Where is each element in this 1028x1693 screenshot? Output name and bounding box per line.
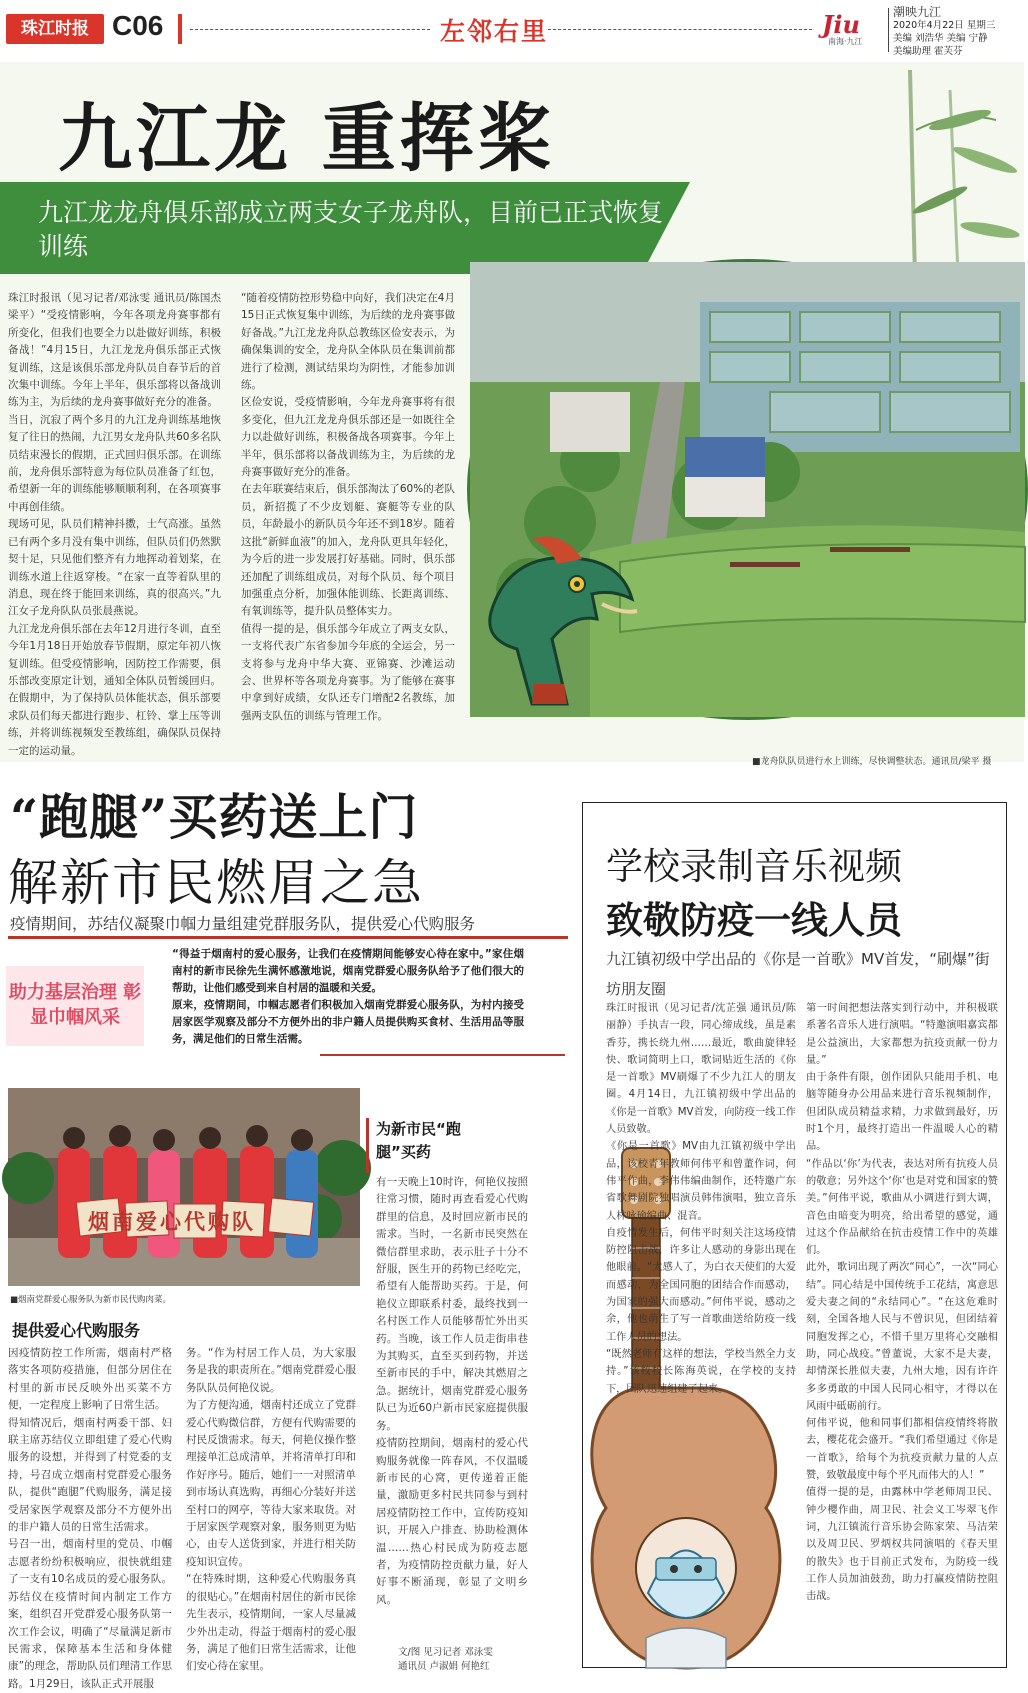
article2-column-c: 有一天晚上10时许，何艳仪按照往常习惯，随时再查看爱心代购群里的信息，及时回应新市民的需求。当时，一名新市民突然在微信群里求助，表示肚子十分不舒服，医生开的药物已经吃完，希望有人能帮助买药。于是，何艳仪立即联系村委，最终找到一名村医工作人员能够帮忙外出买药。当晚，该工作人员走街串巷为其购买，直至买到药物，并送至新市民的手中，解决其燃眉之急。据统计，烟南党群爱心服务队已为近60户新市民家庭提供服务。 疫情防控期间，烟南村的爱心代购服务就像一阵春风，不仅温暖新市民的心窝，更传递着正能量，激励更多村民共同参与到村居疫情防控工作中，宣传防疫知识，开展入户排查、协助检测体温……热心村民成为防疫志愿者，为疫情防控贡献力量，好人好事不断涌现，彰显了文明乡风。 (376, 1176, 528, 1606)
article2-column-a: 因疫情防控工作所需，烟南村严格落实各项防疫措施，但部分居住在村里的新市民反映外出买菜不方便，一定程度上影响了日常生活。 得知情况后，烟南村两委干部、妇联主席苏结仪立即组建了爱心代购服务的设想，并得到了村党委的支持，号召成立烟南村党群爱心服务队，提供“跑腿”代购服务，满足接受居家医学观察及部分不方便外出的非户籍人员的日常生活需求。 号召一出，烟南村里的党员、巾帼志愿者纷纷积极响应，很快就组建了一支有10名成员的爱心服务队。苏结仪在疫情时间内制定工作方案，组织召开党群爱心服务队第一次工作会议，明确了“尽量满足新市民需求，保障基本生活和身体健康”的理念，帮助队员们理清工作思路。1月29日，该队正式开展服 (8, 1347, 172, 1690)
headline-main: 九江龙 重挥桨 (58, 96, 556, 182)
volunteers-image (8, 1088, 360, 1286)
article2-top-rule (8, 936, 568, 939)
article3-subtitle: 九江镇初级中学出品的《你是一首歌》MV首发，“刷爆”街坊朋友圈 (606, 950, 990, 998)
article3-column-b: 第一时间把想法落实到行动中，并积极联系著名音乐人进行演唱。“特邀演唱嘉宾都是公益演出，大家都想为抗疫贡献一份力量。” 由于条件有限，创作团队只能用手机、电脑等随身办公用品来进行音乐视频制作，但团队成员精益求精，力求做到最好，历时1个月，最终打造出一件温暖人心的精品。 “作品以‘你’为代表，表达对所有抗疫人员的敬意；另外这个‘你’也是对党和国家的赞美。”何伟平说，歌曲从小调进行到大调，音色由暗变为明亮，给出希望的感觉，通过这个作品献给在抗击疫情工作中的英雄们。 此外，歌词出现了两次“同心”，一次“同心结”。同心结是中国传统手工花结，寓意思爱夫妻之间的“永结同心”。“在这危难时刻，全国各地人民与不曾识见，但团结着同胞发挥之心，不惜千里万里将心交融相助，同心战疫。”曾董说，大家不是夫妻，却情深长胜似夫妻，九州大地，因有许许多多勇敢的中国人民同心相守，才得以在风雨中砥砺前行。 何伟平说，他和同事们都相信疫情终将散去，樱花花会盛开。“我们希望通过《你是一首歌》，给每个为抗疫贡献力量的人点赞，致敬最度中每个平凡而伟大的人！” 值得一提的是，由露林中学老师周卫民、钟少樱作曲，周卫民、社会义工岑翠飞作词，九江镇流行音乐协会陈家荣、马洁荣以及周卫民、罗炳权共同演唱的《春天里的散失》也于目前正式发布，为防疫一线工作人员加油鼓劲，助力打赢疫情防控阻击战。 (806, 1003, 998, 1603)
article2-intro-rule (320, 1054, 565, 1056)
article1-column-1: 珠江时报讯（见习记者/邓泳雯 通讯员/陈国杰 梁平）“受疫情影响，今年各项龙舟赛事都有所变化，但我们也要全力以赴做好训练，积极备战！”4月15日，九江龙龙舟俱乐部正式恢复训练，这是该俱乐部龙舟队员自春节后的首次集中训练。今年上半年，俱乐部将以备战训练为主，为后续的龙舟赛事做好充分的准备。 当日，沉寂了两个多月的九江龙舟训练基地恢复了往日的热闹，九江男女龙舟队共60多名队员结束漫长的假期，正式回归俱乐部。在训练前，龙舟俱乐部特意为每位队员准备了红包，希望新一年的训练能够顺顺利利，在各项赛事中再创佳绩。 现场可见，队员们精神抖擞，士气高涨。虽然已有两个多月没有集中训练，但队员们仍然默契十足，只见他们整齐有力地挥动着划桨，在训练水道上往返穿梭。“在家一直等着队里的消息，现在终于能回来训练，真的很高兴。”九江女子龙舟队队员张晨燕说。 九江龙龙舟俱乐部在去年12月进行冬训，直至今年1月18日开始放春节假期，原定年初八恢复训练。但受疫情影响，因防控工作需要，俱乐部改变原定计划，通知全体队员暂缓回归。在假期中，为了保持队员体能状态，俱乐部要求队员们每天都进行跑步、杠铃、掌上压等训练，并将训练视频发至教练组，确保队员保持一定的运动量。 (8, 292, 221, 757)
issue-meta (893, 6, 1023, 58)
page-header (0, 0, 1024, 58)
article2-intro: “得益于烟南村的爱心服务，让我们在疫情期间能够安心待在家中。”家住烟南村的新市民徐先生满怀感激地说，烟南党群爱心服务队给予了他们很大的帮助，让他们感受到来自村居的温暖和关爱。 原来，疫情期间，巾帼志愿者们积极加入烟南党群爱心服务队，为村内接受居家医学观察及部分不方便外出的非户籍人员提供购买食材、生活用品等服务，满足他们的日常生活需。 (172, 948, 524, 1045)
article3-column-a: 珠江时报讯（见习记者/沈芷强 通讯员/陈丽静）手执吉一段，同心缔成线，虽是素香芬，携长绕九州……最近，歌曲旋律轻快、歌词简明上口，歌词贴近生活的《你是一首歌》MV刷爆了不少九江人的朋友圈。4月14日，九江镇初级中学出品的《你是一首歌》MV首发，向防疫一线工作人员致敬。 《你是一首歌》MV由九江镇初级中学出品，该校青年教师何伟平和曾董作词，何伟平作曲，李伟伟编曲制作，还特邀广东省歌舞剧院独唱演员韩伟演唱，独立音乐人林咏瑜编曲、混音。 自疫情发生后，何伟平时刻关注这场疫情防控阻击战，许多让人感动的身影出现在他眼前。“太感人了，为白衣天使们的大爱而感动，为全国同胞的团结合作而感动，为国家的强大而感动。”何伟平说，感动之余，他也萌生了写一首歌曲送给防疫一线工作人员的想法。 “既然老师有这样的想法，学校当然全力支持。”该校校长陈海英说，在学校的支持下，团队迅速组建了起来。 (606, 1003, 796, 1395)
article2-column-b: 务。“作为村居工作人员，为大家服务是我的职责所在。”烟南党群爱心服务队队员何艳仪说。 为了方便沟通，烟南村还成立了党群爱心代购微信群，方便有代购需要的村民反馈需求。每天，何艳仪操作整理接单汇总成清单，并将清单打印和作好序号。随后，她们一一对照清单到市场认真选购，再细心分装好并送至村口的网亭，等待大家来取货。对于居家医学观察对象，服务则更为贴心，由专人送货到家，并进行相关防疫知识宣传。 “在特殊时期，这种爱心代购服务真的很贴心。”在烟南村居住的新市民徐先生表示，疫情期间，一家人尽量减少外出走动，得益于烟南村的爱心服务，满足了他们日常生活需求，让他们安心待在家里。 (186, 1347, 356, 1673)
volunteer-sign-text: 烟南爱心代购队 (88, 1209, 256, 1234)
issue-date: 2020年4月22日 星期三 (893, 20, 996, 31)
page-number: C06 (112, 10, 164, 41)
header-separator (888, 8, 889, 52)
subhead-marker (366, 1118, 369, 1173)
article2-byline: 文/图 见习记者 邓泳雯 通讯员 卢淑娟 何艳红 (398, 1647, 493, 1672)
photo-caption-volunteers: ■烟南党群爱心服务队为新市民代购肉菜。 (10, 1295, 172, 1305)
article3-title-line1: 学校录制音乐视频 (606, 845, 902, 888)
article3-title-line2: 致敬防疫一线人员 (606, 898, 902, 942)
calligraphy-title: 潮映九江 (893, 5, 942, 19)
brand-mark: Jiu (822, 10, 860, 39)
header-rule-right (548, 29, 812, 30)
photo-caption: ■龙舟队队员进行水上训练，尽快调整状态。通讯员/梁平 摄 (752, 757, 992, 767)
header-bar (178, 14, 182, 44)
editor-credits: 美编 刘浩华 美编 宁静 (893, 33, 988, 44)
newspaper-logo: 珠江时报 (6, 14, 104, 44)
brand-logo (822, 10, 886, 46)
header-rule-left (190, 29, 430, 30)
article2-subtitle: 疫情期间，苏结仪凝聚巾帼力量组建党群服务队，提供爱心代购服务 (10, 915, 476, 933)
volunteers-group-photo (8, 1088, 360, 1286)
article2-title-line1: “跑腿”买药送上门 (10, 788, 419, 846)
section-title: 左邻右里 (440, 17, 549, 46)
article2-title-line2: 解新市民燃眉之急 (8, 854, 424, 912)
assistant-credits: 美编助理 霍芙芬 (893, 46, 963, 57)
subhead-proxy-purchase: 提供爱心代购服务 (12, 1321, 141, 1340)
subhead-run-errands: 为新市民“跑腿”买药 (376, 1120, 461, 1161)
dragon-head-illustration (472, 519, 642, 704)
headline-subtitle: 九江龙龙舟俱乐部成立两支女子龙舟队，目前已正式恢复训练 (38, 198, 664, 261)
women-service-slogan: 助力基层治理 彰显巾帼风采 (6, 966, 144, 1046)
article1-column-2: “随着疫情防控形势稳中向好，我们决定在4月15日正式恢复集中训练，为后续的龙舟赛事做好备战。”九江龙龙舟队总教练区俭安表示，为确保集训的安全，龙舟队全体队员在集训前都进行了检测，测试结果均为阴性，才能参加训练。 区俭安说，受疫情影响，今年龙舟赛事将有很多变化，但九江龙龙舟俱乐部还是一如既往全力以赴做好训练，积极备战各项赛事。今年上半年，俱乐部将以备战训练为主，为后续的龙舟赛事做好充分的准备。 在去年联赛结束后，俱乐部淘汰了60%的老队员，新招揽了不少皮划艇、赛艇等专业的队员，年龄最小的新队员今年还不到18岁。随着这批“新鲜血液”的加入，龙舟队更具年轻化，为今后的进一步发展打好基础。同时，俱乐部还加配了训练组成员，对每个队员、每个项目加强重点分析，加强体能训练、长距离训练、有氧训练等，提升队员整体实力。 值得一提的是，俱乐部今年成立了两支女队，一支将代表广东省参加今年底的全运会，另一支将参与龙舟中华大赛、亚锦赛、沙滩运动会、世界杯等各项龙舟赛事。为了能够在赛事中拿到好成绩，女队还专门增配2名教练，加强两支队伍的训练与管理工作。 (241, 292, 455, 722)
brand-subtext: 南海·九江 (828, 37, 863, 46)
